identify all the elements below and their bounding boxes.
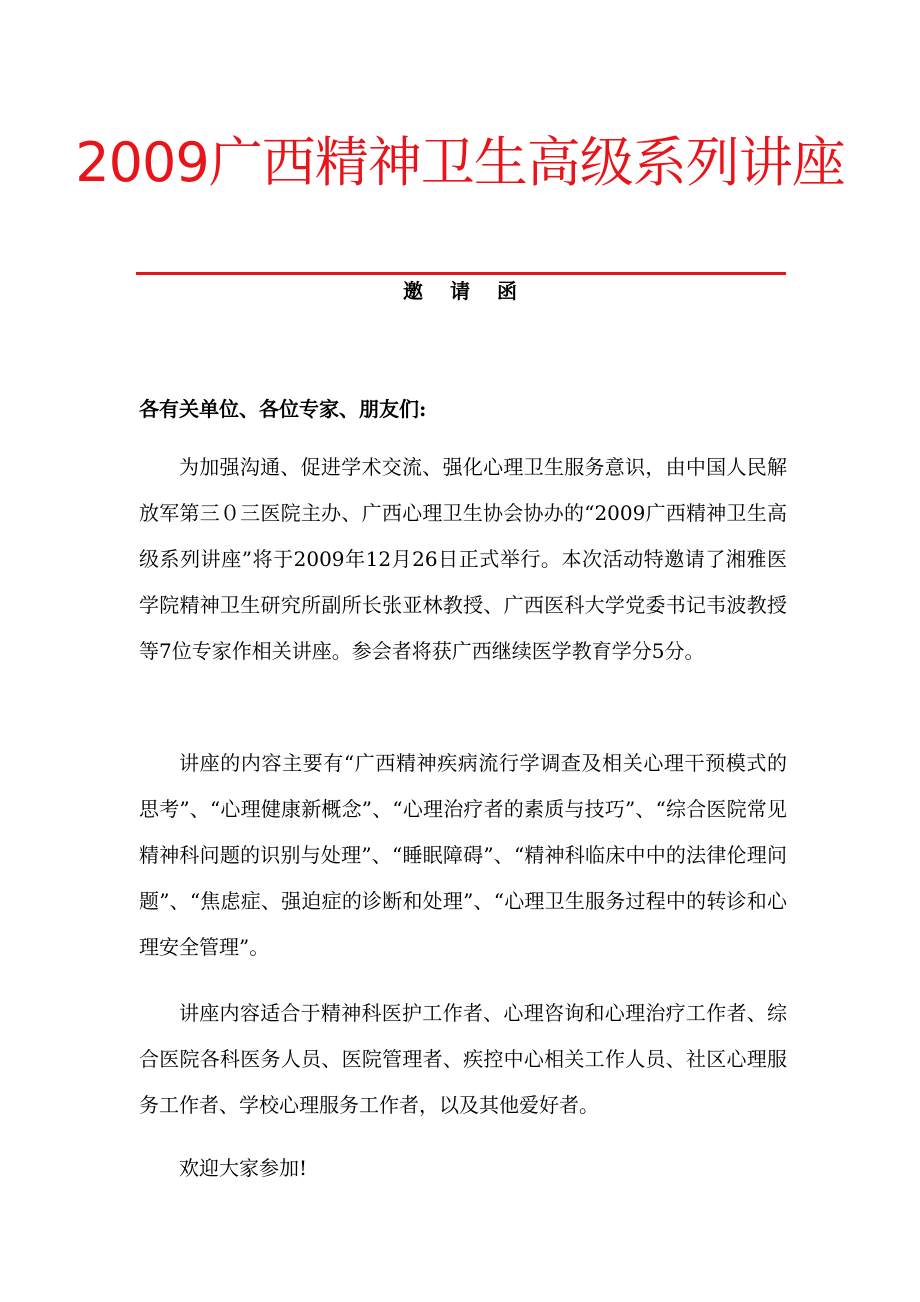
body-paragraph-intro: 为加强沟通、促进学术交流、强化心理卫生服务意识，由中国人民解放军第三０三医院主办、广西心理卫生协会协办的“2009广西精神卫生高级系列讲座”将于2009年12月26日正式举行。本次活动特邀请了湘雅医学院精神卫生研究所副所长张亚林教授、广西医科大学党委书记韦波教授等7位专家作相关讲座。参会者将获广西继续医学教育学分5分。 xyxy=(139,455,787,663)
document-title: 2009广西精神卫生高级系列讲座 xyxy=(75,131,845,194)
document-subtitle: 邀 请 函 xyxy=(403,279,527,303)
salutation: 各有关单位、各位专家、朋友们: xyxy=(139,397,427,421)
body-paragraph-audience: 讲座内容适合于精神科医护工作者、心理咨询和心理治疗工作者、综合医院各科医务人员、医院管理者、疾控中心相关工作人员、社区心理服务工作者、学校心理服务工作者，以及其他爱好者。 xyxy=(139,1001,787,1117)
body-paragraph-topics: 讲座的内容主要有“广西精神疾病流行学调查及相关心理干预模式的思考”、“心理健康新概念”、“心理治疗者的素质与技巧”、“综合医院常见精神科问题的识别与处理”、“睡眠障碍”、“精神科临床中中的法律伦理问题”、“焦虑症、强迫症的诊断和处理”、“心理卫生服务过程中的转诊和心理安全管理”。 xyxy=(139,751,787,959)
title-divider xyxy=(136,272,786,275)
body-paragraph-welcome: 欢迎大家参加! xyxy=(179,1156,308,1180)
